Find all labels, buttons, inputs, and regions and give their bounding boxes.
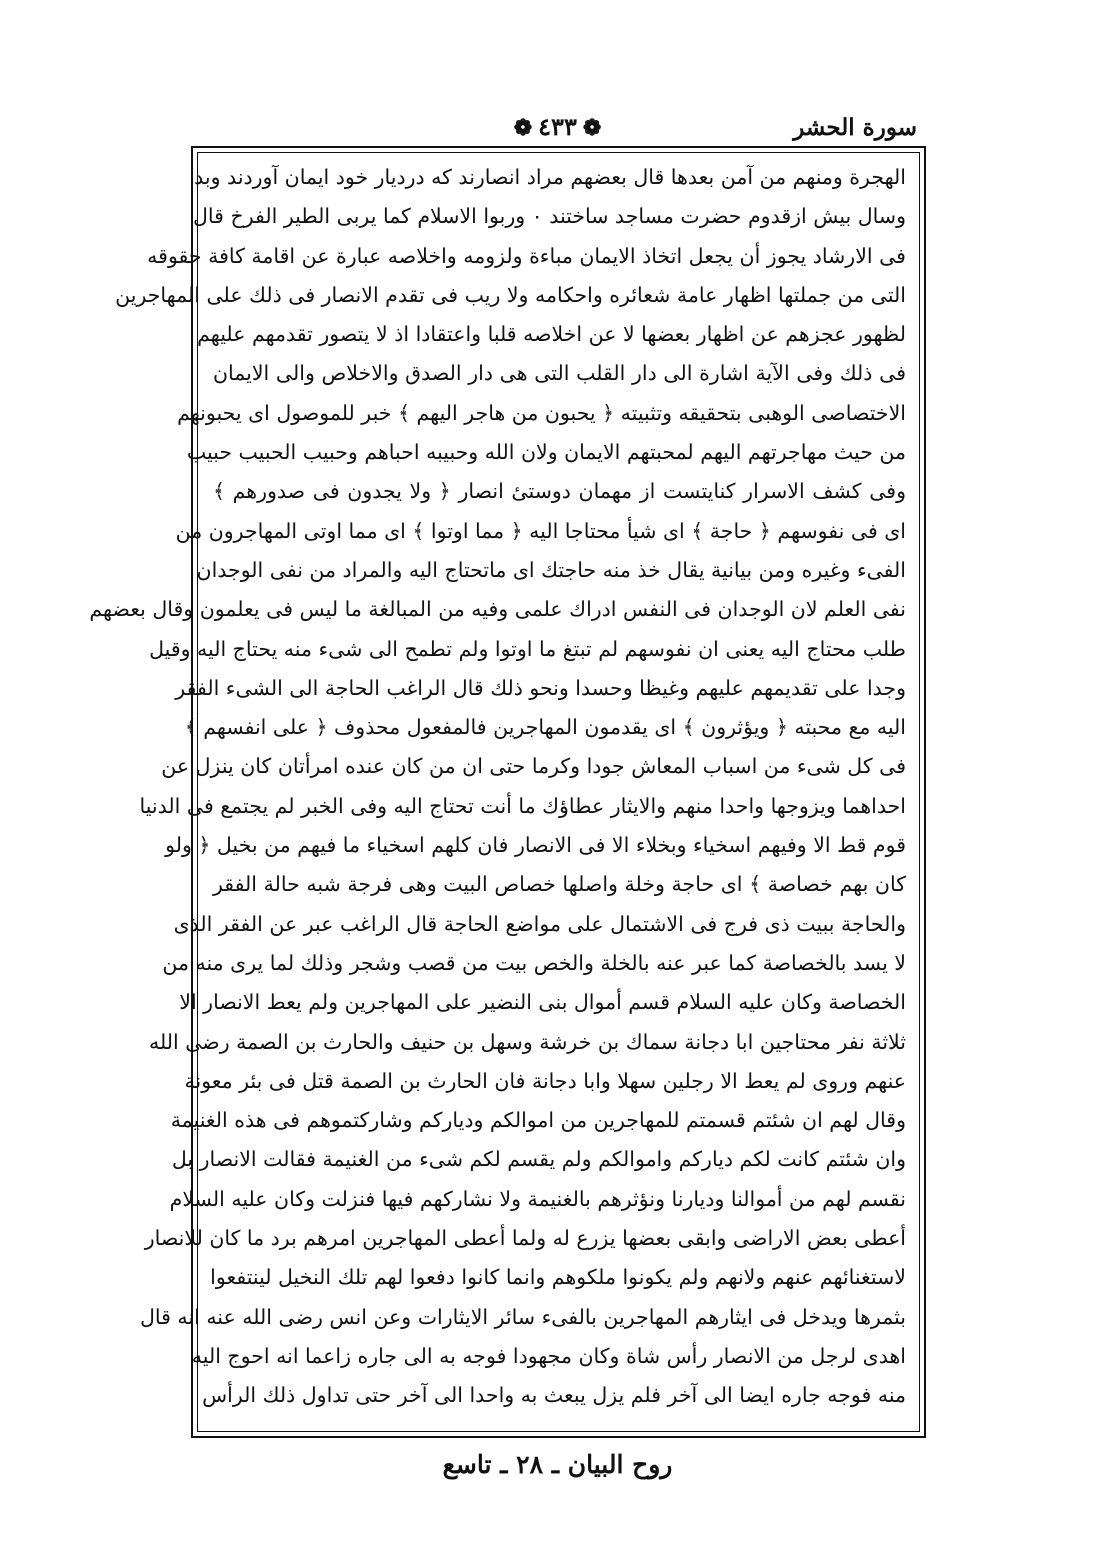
text-line: عنهم وروى لم يعط الا رجلين سهلا وابا دجانة فان الحارث بن الصمة قتل فى بئر معونة: [184, 1068, 906, 1093]
page-footer-signature: روح البيان ـ ٢٨ ـ تاسع: [442, 1450, 673, 1479]
text-line: فى كل شىء من اسباب المعاش جودا وكرما حتى ان من كان عنده امرأتان كان ينزل عن: [161, 754, 906, 779]
text-line: نقسم لهم من أموالنا وديارنا ونؤثرهم بالغنيمة ولا نشاركهم فيها فنزلت وكان عليه السلام: [169, 1186, 906, 1211]
text-line: كان بهم خصاصة ﴾ اى حاجة وخلة واصلها خصاص البيت وهى فرجة شبه حالة الفقر: [213, 872, 906, 897]
text-line: وسال بيش ازقدوم حضرت مساجد ساختند ٠ وربوا الاسلام كما يربى الطير الفرخ قال: [193, 204, 906, 229]
text-line: وقال لهم ان شئتم قسمتم للمهاجرين من اموالكم ودياركم وشاركتموهم فى هذه الغنيمة: [170, 1108, 906, 1133]
ornament-right-icon: ❁: [513, 115, 533, 141]
text-line: فى ذلك وفى الآية اشارة الى دار القلب التى هى دار الصدق والاخلاص والى الايمان: [213, 361, 906, 386]
text-line: لا يسد بالخصاصة كما عبر عنه بالخلة والخص بيت من قصب وشجر وذلك لما يرى منه من: [162, 950, 906, 975]
text-line: الهجرة ومنهم من آمن بعدها قال بعضهم مراد انصارند كه درديار خود ايمان آوردند وبد: [194, 165, 906, 189]
text-line: اهدى لرجل من الانصار رأس شاة وكان مجهودا فوجه به الى جاره زاعما انه احوج اليه: [191, 1343, 906, 1368]
text-line: من حيث مهاجرتهم اليهم لمحبتهم الايمان ولان الله وحبيبه احباهم وحبيب الحبيب حبيب: [186, 440, 906, 465]
page-number: ٤٣٣: [538, 112, 577, 141]
text-line: نفى العلم لان الوجدان فى النفس ادراك علمى وفيه من المبالغة ما ليس فى يعلمون وقال بعضهم: [89, 597, 906, 622]
text-line: وان شئتم كانت لكم دياركم واموالكم ولم يقسم لكم شىء من الغنيمة فقالت الانصار بل: [171, 1147, 906, 1172]
text-line: بثمرها ويدخل فى ايثارهم المهاجرين بالفىء سائر الايثارات وعن انس رضى الله عنه انه قال: [139, 1304, 906, 1329]
surah-title: سورة الحشر: [793, 114, 917, 141]
body-text: [89, 158, 906, 1428]
text-line: اليه مع محبته ﴿ ويؤثرون ﴾ اى يقدمون المهاجرين فالمفعول محذوف ﴿ على انفسهم ﴾: [184, 715, 906, 740]
text-line: اى فى نفوسهم ﴿ حاجة ﴾ اى شيأ محتاجا اليه ﴿ مما اوتوا ﴾ اى مما اوتى المهاجرون من: [175, 518, 906, 543]
text-line: والحاجة ببيت ذى فرج فى الاشتمال على مواضع الحاجة قال الراغب عبر عن الفقر الذى: [173, 911, 906, 936]
text-line: وجدا على تقديمهم عليهم وغيظا وحسدا ونحو ذلك قال الراغب الحاجة الى الشىء الفقر: [175, 675, 906, 700]
text-line: لظهور عجزهم عن اظهار بعضها لا عن اخلاصه قلبا واعتقادا اذ لا يتصور تقدمهم عليهم: [197, 322, 906, 347]
text-line: الاختصاصى الوهبى بتحقيقه وتثبيته ﴿ يحبون من هاجر اليهم ﴾ خبر للموصول اى يحبونهم: [177, 400, 906, 425]
text-line: فى الارشاد يجوز أن يجعل اتخاذ الايمان مباءة ولزومه واخلاصه عبارة عن اقامة كافة حقوقه: [147, 243, 906, 268]
text-line: احداهما ويزوجها واحدا منهم والايثار عطاؤك ما أنت تحتاج اليه وفى الخبر لم يجتمع فى الدنيا: [139, 793, 906, 818]
text-line: الفىء وغيره ومن بيانية يقال خذ منه حاجتك اى ماتحتاج اليه والمراد من نفى الوجدان: [196, 557, 906, 582]
text-line: وفى كشف الاسرار كنايتست از مهمان دوستىٔ انصار ﴿ ولا يجدون فى صدورهم ﴾: [213, 479, 906, 504]
text-line: الخصاصة وكان عليه السلام قسم أموال بنى النضير على المهاجرين ولم يعط الانصار الا: [179, 990, 906, 1015]
text-line: لاستغنائهم عنهم ولانهم ولم يكونوا ملكوهم وانما كانوا دفعوا لهم تلك النخيل لينتفعوا: [210, 1265, 906, 1290]
text-line: ثلاثة نفر محتاجين ابا دجانة سماك بن خرشة وسهل بن حنيف والحارث بن الصمة رضى الله: [148, 1029, 906, 1054]
text-line: منه فوجه جاره ايضا الى آخر فلم يزل يبعث به واحدا الى آخر حتى تداول ذلك الرأس: [202, 1383, 906, 1408]
text-line: التى من جملتها اظهار عامة شعائره واحكامه ولا ريب فى تقدم الانصار فى ذلك على المهاجرين: [115, 282, 906, 307]
ornament-left-icon: ❁: [582, 115, 602, 141]
text-line: طلب محتاج اليه يعنى ان نفوسهم لم تبتغ ما اوتوا ولم تطمح الى شىء منه يحتاج اليه وقيل: [149, 636, 906, 661]
text-line: أعطى بعض الاراضى وابقى بعضها يزرع له ولما أعطى المهاجرين امرهم برد ما كان للانصار: [144, 1226, 906, 1251]
text-line: قوم قط الا وفيهم اسخياء وبخلاء الا فى الانصار فان كلهم اسخياء ما فيهم من بخيل ﴿ ولو: [165, 833, 906, 858]
